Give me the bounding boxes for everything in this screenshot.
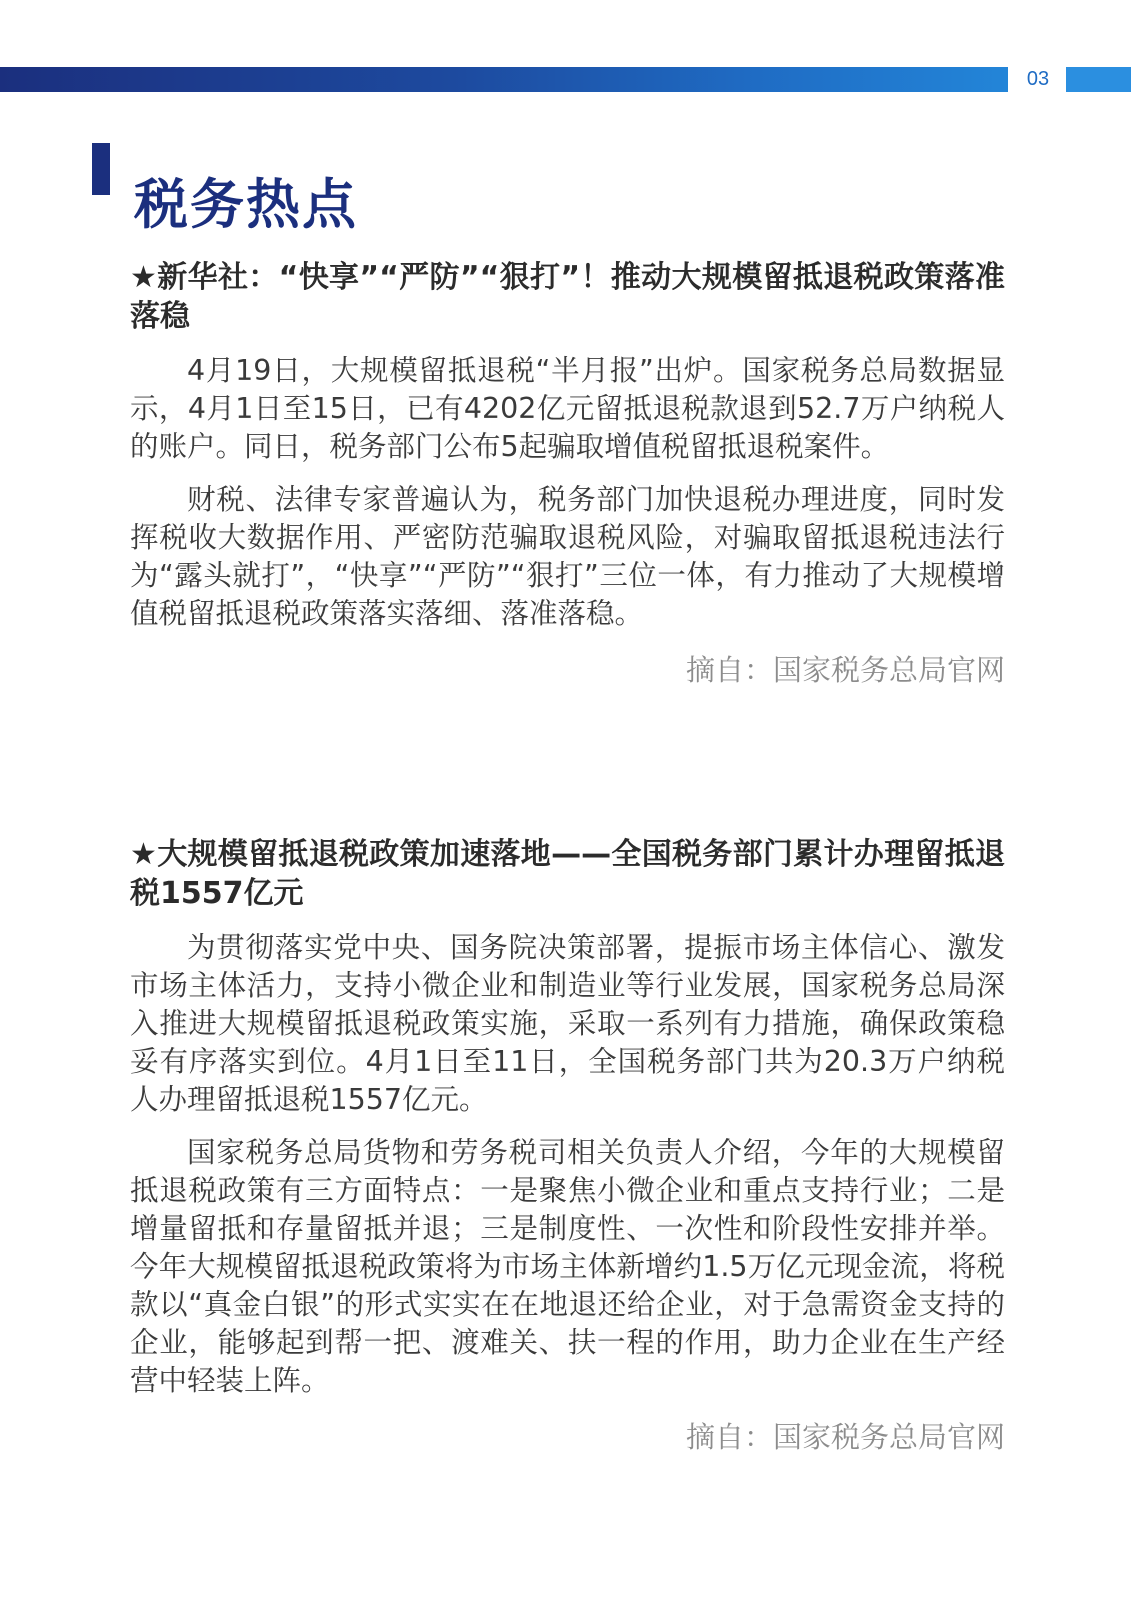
article-source: 摘自：国家税务总局官网: [685, 1420, 1005, 1454]
article-2: [130, 835, 1005, 1456]
article-paragraph: 4月19日，大规模留抵退税“半月报”出炉。国家税务总局数据显示，4月1日至15日，已有4202亿元留抵退税款退到52.7万户纳税人的账户。同日，税务部门公布5起骗取增值税留抵退税案件。: [130, 354, 1005, 463]
article-paragraph: 国家税务总局货物和劳务税司相关负责人介绍，今年的大规模留抵退税政策有三方面特点：一是聚焦小微企业和重点支持行业；二是增量留抵和存量留抵并退；三是制度性、一次性和阶段性安排并举。今年大规模留抵退税政策将为市场主体新增约1.5万亿元现金流，将税款以“真金白银”的形式实实在在地退还给企业，对于急需资金支持的企业，能够起到帮一把、渡难关、扶一程的作用，助力企业在生产经营中轻装上阵。: [130, 1136, 1005, 1397]
article-paragraph: 财税、法律专家普遍认为，税务部门加快退税办理进度，同时发挥税收大数据作用、严密防范骗取退税风险，对骗取留抵退税违法行为“露头就打”，“快享”“严防”“狠打”三位一体，有力推动了大规模增值税留抵退税政策落实落细、落准落稳。: [130, 483, 1005, 630]
article-paragraph: 为贯彻落实党中央、国务院决策部署，提振市场主体信心、激发市场主体活力，支持小微企业和制造业等行业发展，国家税务总局深入推进大规模留抵退税政策实施，采取一系列有力措施，确保政策稳妥有序落实到位。4月1日至11日，全国税务部门共为20.3万户纳税人办理留抵退税1557亿元。: [130, 931, 1005, 1116]
article-source: 摘自：国家税务总局官网: [685, 653, 1005, 687]
header-band: [0, 67, 1008, 92]
header-band-tail: [1066, 67, 1131, 92]
page-number: 03: [1026, 68, 1050, 90]
article-title: ★新华社：“快享”“严防”“狠打”！推动大规模留抵退税政策落准落稳: [130, 260, 1005, 334]
section-title-marker: [92, 143, 110, 195]
article-title: ★大规模留抵退税政策加速落地——全国税务部门累计办理留抵退税1557亿元: [130, 837, 1005, 911]
article-1: [130, 258, 1005, 689]
section-title: 税务热点: [134, 173, 358, 237]
